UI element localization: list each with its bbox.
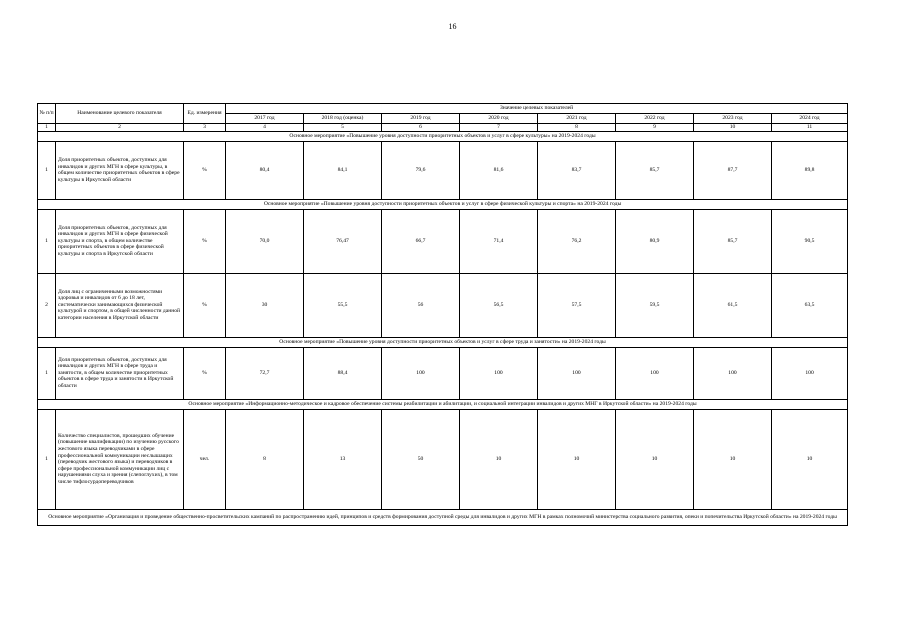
column-number: 8 bbox=[538, 124, 616, 132]
header-year: 2018 год (оценка) bbox=[304, 114, 382, 124]
row-num: 1 bbox=[38, 141, 56, 199]
column-number: 1 bbox=[38, 124, 56, 132]
table-row bbox=[38, 141, 848, 199]
section-title-sport: Основное мероприятие «Повышение уровня доступности приоритетных объектов и услуг в сфере физической культуры и спорта» на 2019-2024 годы bbox=[38, 199, 848, 209]
column-number: 6 bbox=[382, 124, 460, 132]
value-cell: 66,7 bbox=[382, 209, 460, 273]
indicator-name: Доля лиц с ограниченными возможностями здоровья и инвалидов от 6 до 18 лет, систематически занимающихся физической культурой и спортом, в общей численности данной категории населения в Иркутской области bbox=[56, 273, 184, 337]
value-cell: 100 bbox=[694, 347, 772, 399]
unit-cell: % bbox=[184, 347, 226, 399]
value-cell: 84,1 bbox=[304, 141, 382, 199]
column-number: 3 bbox=[184, 124, 226, 132]
row-num: 1 bbox=[38, 347, 56, 399]
header-year: 2019 год bbox=[382, 114, 460, 124]
column-number-row bbox=[38, 124, 848, 132]
value-cell: 72,7 bbox=[226, 347, 304, 399]
value-cell: 83,7 bbox=[538, 141, 616, 199]
indicator-name: Доля приоритетных объектов, доступных для инвалидов и других МГН в сфере физической культуры и спорта, в общем количестве приоритетных объектов в сфере физической культуры и спорта в Иркутской области bbox=[56, 209, 184, 273]
column-number: 4 bbox=[226, 124, 304, 132]
value-cell: 10 bbox=[616, 409, 694, 509]
value-cell: 81,6 bbox=[460, 141, 538, 199]
header-name: Наименование целевого показателя bbox=[56, 104, 184, 124]
value-cell: 56,5 bbox=[460, 273, 538, 337]
row-num: 2 bbox=[38, 273, 56, 337]
header-year: 2017 год bbox=[226, 114, 304, 124]
table-row bbox=[38, 209, 848, 273]
column-number: 10 bbox=[694, 124, 772, 132]
value-cell: 30 bbox=[226, 273, 304, 337]
page-number: 16 bbox=[448, 22, 457, 31]
header-num: № п/п bbox=[38, 104, 56, 124]
value-cell: 89,8 bbox=[772, 141, 848, 199]
section-title-culture: Основное мероприятие «Повышение уровня доступности приоритетных объектов и услуг в сфере культуры» на 2019-2024 годы bbox=[38, 131, 848, 141]
value-cell: 59,5 bbox=[616, 273, 694, 337]
section-title-row bbox=[38, 199, 848, 209]
value-cell: 70,0 bbox=[226, 209, 304, 273]
unit-cell: чел. bbox=[184, 409, 226, 509]
value-cell: 10 bbox=[460, 409, 538, 509]
value-cell: 76,47 bbox=[304, 209, 382, 273]
target-indicators-table bbox=[37, 103, 848, 526]
unit-cell: % bbox=[184, 209, 226, 273]
section-title-labour: Основное мероприятие «Повышение уровня доступности приоритетных объектов и услуг в сфере труда и занятости» на 2019-2024 годы bbox=[38, 337, 848, 347]
value-cell: 8 bbox=[226, 409, 304, 509]
value-cell: 10 bbox=[772, 409, 848, 509]
value-cell: 71,4 bbox=[460, 209, 538, 273]
section-title-row bbox=[38, 337, 848, 347]
header-year: 2020 год bbox=[460, 114, 538, 124]
value-cell: 100 bbox=[460, 347, 538, 399]
value-cell: 90,5 bbox=[772, 209, 848, 273]
row-num: 1 bbox=[38, 409, 56, 509]
value-cell: 88,4 bbox=[304, 347, 382, 399]
table-row bbox=[38, 409, 848, 509]
row-num: 1 bbox=[38, 209, 56, 273]
value-cell: 57,5 bbox=[538, 273, 616, 337]
value-cell: 56 bbox=[382, 273, 460, 337]
header-group: Значение целевых показателей bbox=[226, 104, 848, 114]
value-cell: 87,7 bbox=[694, 141, 772, 199]
header-year: 2023 год bbox=[694, 114, 772, 124]
indicator-name: Доля приоритетных объектов, доступных для инвалидов и других МГН в сфере культуры, в общем количестве приоритетных объектов в сфере культуры в Иркутской области bbox=[56, 141, 184, 199]
header-row-1 bbox=[38, 104, 848, 114]
column-number: 7 bbox=[460, 124, 538, 132]
value-cell: 79,6 bbox=[382, 141, 460, 199]
value-cell: 100 bbox=[538, 347, 616, 399]
value-cell: 50 bbox=[382, 409, 460, 509]
column-number: 5 bbox=[304, 124, 382, 132]
value-cell: 80,9 bbox=[616, 209, 694, 273]
value-cell: 10 bbox=[538, 409, 616, 509]
unit-cell: % bbox=[184, 273, 226, 337]
table-row bbox=[38, 273, 848, 337]
section-title-row bbox=[38, 131, 848, 141]
value-cell: 55,5 bbox=[304, 273, 382, 337]
header-year: 2022 год bbox=[616, 114, 694, 124]
value-cell: 85,7 bbox=[616, 141, 694, 199]
indicator-name: Доля приоритетных объектов, доступных для инвалидов и других МГН в сфере труда и занятости, в общем количестве приоритетных объектов в сфере труда и занятости в Иркутской области bbox=[56, 347, 184, 399]
section-title-methodical: Основное мероприятие «Информационно-методическое и кадровое обеспечение системы реабилитации и абилитации, и социальной интеграции инвалидов и других МНГ в Иркутской области» на 2019-2024 годы bbox=[38, 399, 848, 409]
value-cell: 63,5 bbox=[772, 273, 848, 337]
value-cell: 100 bbox=[382, 347, 460, 399]
column-number: 11 bbox=[772, 124, 848, 132]
section-title-row bbox=[38, 509, 848, 525]
header-year: 2021 год bbox=[538, 114, 616, 124]
value-cell: 100 bbox=[772, 347, 848, 399]
column-number: 2 bbox=[56, 124, 184, 132]
value-cell: 13 bbox=[304, 409, 382, 509]
value-cell: 61,5 bbox=[694, 273, 772, 337]
section-title-awareness: Основное мероприятие «Организация и проведение общественно-просветительских кампаний по распространению идей, принципов и средств формирования доступной среды для инвалидов и других МГН в рамках полномочий министерства социального развития, опеки и попечительства Иркутской области» на 2019-2024 годы bbox=[38, 509, 848, 525]
column-number: 9 bbox=[616, 124, 694, 132]
value-cell: 100 bbox=[616, 347, 694, 399]
value-cell: 10 bbox=[694, 409, 772, 509]
value-cell: 76,2 bbox=[538, 209, 616, 273]
unit-cell: % bbox=[184, 141, 226, 199]
indicator-name: Количество специалистов, прошедших обучение (повышение квалификации) по изучению русского жестового языка переводчиками в сфере профессиональной коммуникации неслышащих (переводчик жестового языка) и переводчиков в сфере профессиональной коммуникации лиц с нарушениями слуха и зрения (слепоглухих), в том числе тифлосурдопереводчиков bbox=[56, 409, 184, 509]
header-year: 2024 год bbox=[772, 114, 848, 124]
value-cell: 80,4 bbox=[226, 141, 304, 199]
table-row bbox=[38, 347, 848, 399]
header-unit: Ед. измерения bbox=[184, 104, 226, 124]
value-cell: 85,7 bbox=[694, 209, 772, 273]
section-title-row bbox=[38, 399, 848, 409]
